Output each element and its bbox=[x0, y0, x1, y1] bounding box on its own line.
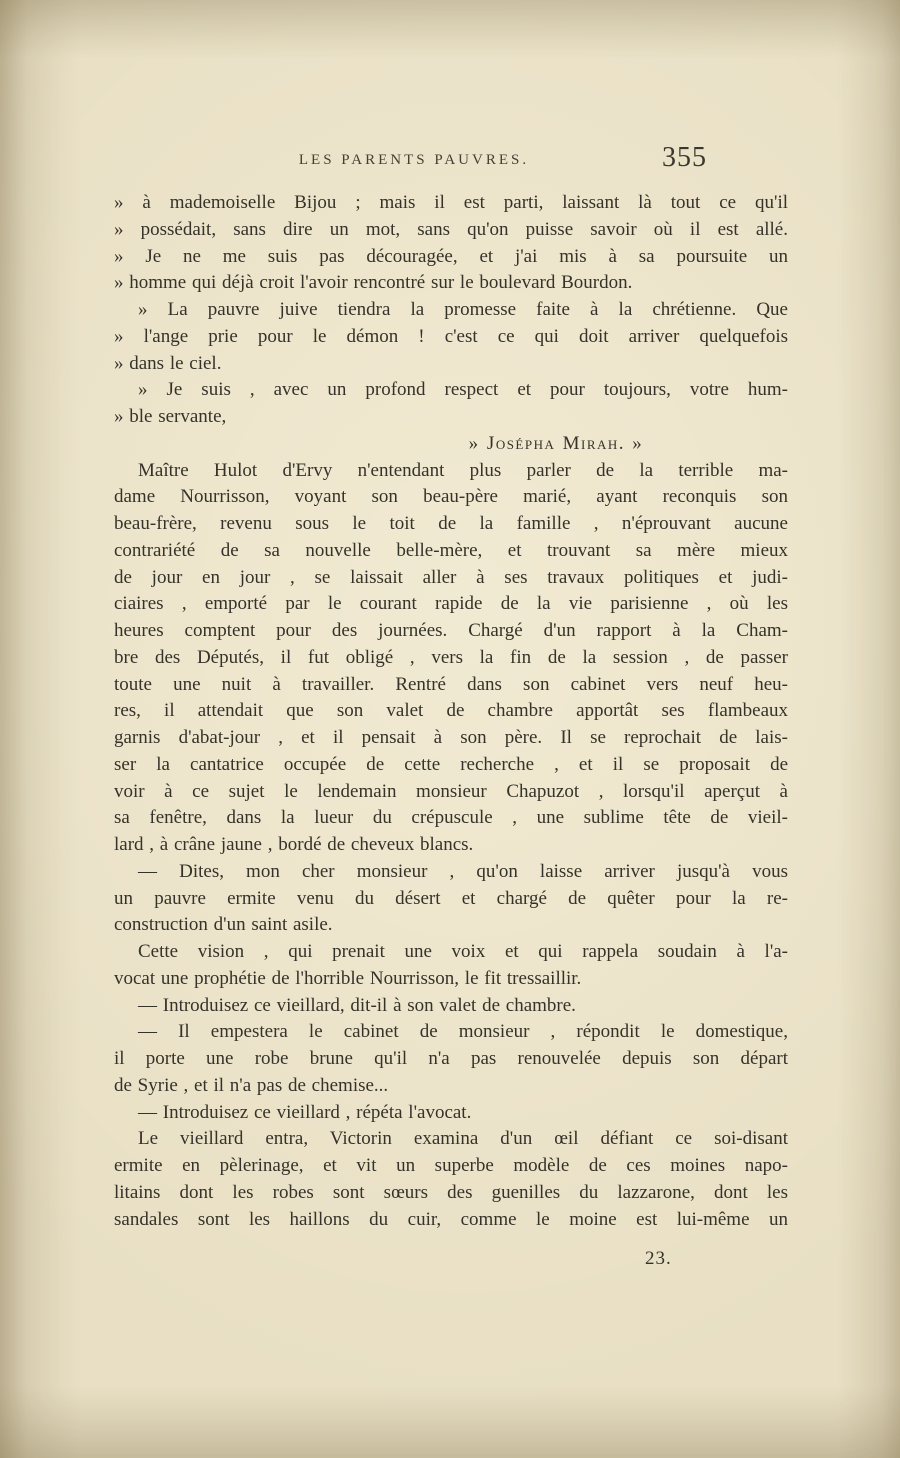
text-line: » Je ne me suis pas découragée, et j'ai mis à sa poursuite un bbox=[114, 245, 788, 267]
text-line: » Je suis , avec un profond respect et pour toujours, votre hum- bbox=[138, 379, 788, 401]
text-line: garnis d'abat-jour , et il pensait à son père. Il se reprochait de lais- bbox=[114, 727, 788, 748]
text-line: litains dont les robes sont sœurs des guenilles du lazzarone, dont les bbox=[114, 1181, 788, 1203]
text-line: » à mademoiselle Bijou ; mais il est parti, laissant là tout ce qu'il bbox=[114, 192, 788, 213]
text-line: » ble servante, bbox=[114, 406, 227, 427]
text-line: voir à ce sujet le lendemain monsieur Chapuzot , lorsqu'il aperçut à bbox=[114, 780, 788, 802]
text-line: » dans le ciel. bbox=[114, 352, 222, 374]
text-line: ciaires , emporté par le courant rapide de la vie parisienne , où les bbox=[114, 593, 788, 615]
text-line: — Introduisez ce vieillard , répéta l'avocat. bbox=[138, 1101, 472, 1123]
text-line: — Introduisez ce vieillard, dit-il à son valet de chambre. bbox=[138, 994, 576, 1016]
text-line: » homme qui déjà croit l'avoir rencontré sur le boulevard Bourdon. bbox=[114, 272, 633, 294]
text-line: res, il attendait que son valet de chambre apportât ses flambeaux bbox=[114, 700, 788, 722]
text-line: de jour en jour , se laissait aller à ses travaux politiques et judi- bbox=[114, 566, 788, 588]
signature-line: » Josépha Mirah. » bbox=[468, 432, 644, 454]
text-line: — Il empestera le cabinet de monsieur , répondit le domestique, bbox=[138, 1021, 788, 1043]
text-line: — Dites, mon cher monsieur , qu'on laisse arriver jusqu'à vous bbox=[138, 860, 788, 882]
text-line: construction d'un saint asile. bbox=[114, 914, 333, 936]
text-block bbox=[114, 190, 788, 1233]
signature-mark: 23. bbox=[645, 1248, 672, 1269]
text-line: Le vieillard entra, Victorin examina d'un œil défiant ce soi-disant bbox=[138, 1128, 788, 1150]
text-line: lard , à crâne jaune , bordé de cheveux blancs. bbox=[114, 834, 474, 855]
text-line: » l'ange prie pour le démon ! c'est ce qui doit arriver quelquefois bbox=[114, 325, 788, 347]
text-line: un pauvre ermite venu du désert et chargé de quêter pour la re- bbox=[114, 887, 788, 909]
text-line: ser la cantatrice occupée de cette recherche , et il se proposait de bbox=[114, 753, 788, 775]
text-line: contrariété de sa nouvelle belle-mère, et trouvant sa mère mieux bbox=[114, 539, 788, 561]
text-line: sandales sont les haillons du cuir, comme le moine est lui-même un bbox=[114, 1208, 788, 1230]
text-line: beau-frère, revenu sous le toit de la famille , n'éprouvant aucune bbox=[114, 513, 788, 534]
text-line: » La pauvre juive tiendra la promesse faite à la chrétienne. Que bbox=[138, 299, 788, 320]
text-line: » possédait, sans dire un mot, sans qu'on puisse savoir où il est allé. bbox=[114, 218, 788, 240]
text-line: vocat une prophétie de l'horrible Nourrisson, le fit tressaillir. bbox=[114, 967, 582, 989]
page-header-title: LES PARENTS PAUVRES. bbox=[298, 152, 530, 168]
text-line: de Syrie , et il n'a pas de chemise... bbox=[114, 1074, 389, 1096]
text-line: ermite en pèlerinage, et vit un superbe modèle de ces moines napo- bbox=[114, 1155, 788, 1176]
text-line: bre des Députés, il fut obligé , vers la fin de la session , de passer bbox=[114, 646, 788, 668]
text-line: toute une nuit à travailler. Rentré dans son cabinet vers neuf heu- bbox=[114, 673, 788, 695]
text-line: sa fenêtre, dans la lueur du crépuscule , une sublime tête de vieil- bbox=[114, 807, 788, 829]
text-line: dame Nourrisson, voyant son beau-père marié, ayant reconquis son bbox=[114, 486, 788, 508]
text-line: il porte une robe brune qu'il n'a pas renouvelée depuis son départ bbox=[114, 1048, 788, 1069]
text-line: Cette vision , qui prenait une voix et qui rappela soudain à l'a- bbox=[138, 941, 788, 962]
text-line: Maître Hulot d'Ervy n'entendant plus parler de la terrible ma- bbox=[138, 459, 788, 481]
text-line: heures comptent pour des journées. Chargé d'un rapport à la Cham- bbox=[114, 620, 788, 641]
page-number: 355 bbox=[662, 142, 707, 173]
